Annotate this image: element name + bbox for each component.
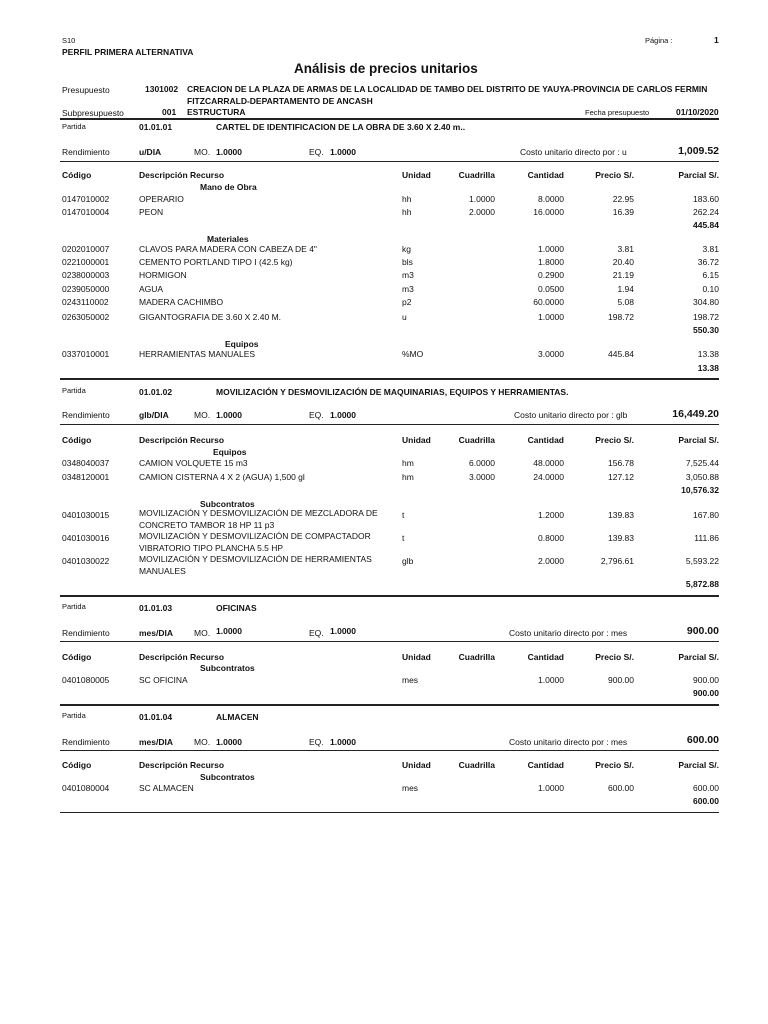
col-precio: Precio S/. [595,760,634,770]
rendimiento-label: Rendimiento [62,147,110,157]
row-cantidad: 1.0000 [538,312,564,322]
row-precio: 156.78 [608,458,634,468]
row-desc: HERRAMIENTAS MANUALES [139,349,256,359]
col-unidad: Unidad [402,652,431,662]
row-parcial: 3.81 [702,244,719,254]
row-codigo: 0147010004 [62,207,110,217]
row-parcial: 6.15 [702,270,719,280]
partida-label: Partida [62,386,86,395]
partida-divider [60,161,719,162]
row-cantidad: 16.0000 [533,207,564,217]
row-codigo: 0263050002 [62,312,110,322]
row-precio: 16.39 [612,207,634,217]
row-codigo: 0239050000 [62,284,110,294]
row-cantidad: 8.0000 [538,194,564,204]
eq-value: 1.0000 [330,410,356,420]
col-precio: Precio S/. [595,435,634,445]
row-desc: GIGANTOGRAFIA DE 3.60 X 2.40 M. [139,312,282,322]
row-parcial: 183.60 [693,194,719,204]
group-title: Materiales [207,234,249,244]
col-cuadrilla: Cuadrilla [458,760,495,770]
costo-label: Costo unitario directo por : mes [509,737,628,747]
row-cantidad: 24.0000 [533,472,564,482]
row-desc: MADERA CACHIMBO [139,297,224,307]
row-codigo: 0401030015 [62,510,110,520]
col-descripcion: Descripción Recurso [139,435,225,445]
row-precio: 3.81 [617,244,634,254]
rendimiento-label: Rendimiento [62,628,110,638]
col-unidad: Unidad [402,435,431,445]
eq-label: EQ. [309,147,324,157]
group-title: Subcontratos [200,663,255,673]
costo-value: 1,009.52 [678,145,719,157]
mo-value: 1.0000 [216,626,242,636]
row-cantidad: 48.0000 [533,458,564,468]
subpresupuesto-name: ESTRUCTURA [187,107,246,117]
row-parcial: 167.80 [693,510,719,520]
row-codigo: 0147010002 [62,194,110,204]
row-cantidad: 0.0500 [538,284,564,294]
row-parcial: 304.80 [693,297,719,307]
group-subtotal: 5,872.88 [685,579,719,589]
row-desc: MOVILIZACIÓN Y DESMOVILIZACIÓN DE MEZCLADORA DE [139,508,378,518]
partida-end-divider [60,704,719,706]
row-precio: 900.00 [608,675,634,685]
presupuesto-code: 1301002 [145,84,179,94]
eq-value: 1.0000 [330,737,356,747]
row-cuadrilla: 1.0000 [469,194,495,204]
row-unidad: glb [402,556,414,566]
partida-name: CARTEL DE IDENTIFICACION DE LA OBRA DE 3.60 X 2.40 m.. [216,122,466,132]
row-precio: 1.94 [617,284,634,294]
partida-label: Partida [62,122,86,131]
costo-label: Costo unitario directo por : glb [514,410,628,420]
group-title: Subcontratos [200,499,255,509]
partida-code: 01.01.04 [139,712,173,722]
col-parcial: Parcial S/. [678,652,719,662]
partida-name: MOVILIZACIÓN Y DESMOVILIZACIÓN DE MAQUINARIAS, EQUIPOS Y HERRAMIENTAS. [216,387,569,397]
row-parcial: 900.00 [693,675,719,685]
row-desc: AGUA [139,284,164,294]
col-descripcion: Descripción Recurso [139,170,225,180]
row-precio: 139.83 [608,510,634,520]
costo-value: 900.00 [686,625,719,637]
row-desc: CEMENTO PORTLAND TIPO I (42.5 kg) [139,257,293,267]
row-desc: MOVILIZACIÓN Y DESMOVILIZACIÓN DE HERRAMIENTAS [139,554,372,564]
row-cantidad: 3.0000 [538,349,564,359]
row-unidad: hm [402,472,414,482]
row-cantidad: 0.8000 [538,533,564,543]
partida-divider [60,750,719,751]
col-unidad: Unidad [402,760,431,770]
col-descripcion: Descripción Recurso [139,760,225,770]
mo-label: MO. [194,410,211,420]
row-desc-cont: MANUALES [139,566,186,576]
col-codigo: Código [62,170,92,180]
row-desc-cont: CONCRETO TAMBOR 18 HP 11 p3 [139,520,275,530]
row-codigo: 0348120001 [62,472,110,482]
eq-value: 1.0000 [330,147,356,157]
row-cantidad: 1.0000 [538,675,564,685]
row-codigo: 0243110002 [62,297,109,307]
rendimiento-unit: mes/DIA [139,737,174,747]
rendimiento-label: Rendimiento [62,410,110,420]
row-precio: 600.00 [608,783,634,793]
group-title: Equipos [225,339,259,349]
partida-name: OFICINAS [216,603,257,613]
row-parcial: 0.10 [702,284,719,294]
subpresupuesto-label: Subpresupuesto [62,108,124,118]
row-parcial: 7,525.44 [685,458,719,468]
col-codigo: Código [62,760,92,770]
row-cantidad: 60.0000 [533,297,564,307]
row-precio: 20.40 [612,257,634,267]
row-cantidad: 1.8000 [538,257,564,267]
row-unidad: t [402,533,405,543]
mo-label: MO. [194,628,211,638]
rendimiento-unit: u/DIA [139,147,162,157]
partida-label: Partida [62,711,86,720]
partida-divider [60,424,719,425]
group-title: Mano de Obra [200,182,257,192]
partida-code: 01.01.02 [139,387,173,397]
partida-divider [60,641,719,642]
col-descripcion: Descripción Recurso [139,652,225,662]
group-subtotal: 600.00 [693,796,719,806]
row-unidad: hh [402,207,412,217]
fecha-value: 01/10/2020 [676,107,719,117]
group-subtotal: 10,576.32 [681,485,719,495]
row-parcial: 262.24 [693,207,719,217]
row-cuadrilla: 3.0000 [469,472,495,482]
partida-code: 01.01.01 [139,122,173,132]
row-precio: 198.72 [608,312,634,322]
rendimiento-unit: glb/DIA [139,410,169,420]
page-label: Página : [645,36,673,45]
row-parcial: 5,593.22 [685,556,719,566]
presupuesto-desc-1: CREACION DE LA PLAZA DE ARMAS DE LA LOCALIDAD DE TAMBO DEL DISTRITO DE YAUYA-PROVINCIA DE CARLOS FERMIN [187,84,708,94]
row-desc-cont: VIBRATORIO TIPO PLANCHA 5.5 HP [139,543,284,553]
eq-label: EQ. [309,737,324,747]
group-title: Subcontratos [200,772,255,782]
row-desc: OPERARIO [139,194,184,204]
row-codigo: 0221000001 [62,257,110,267]
row-precio: 21.19 [612,270,634,280]
page-number: 1 [714,35,719,45]
row-cuadrilla: 2.0000 [469,207,495,217]
header-divider [60,118,719,120]
row-codigo: 0202010007 [62,244,110,254]
profile-name: PERFIL PRIMERA ALTERNATIVA [62,47,194,57]
row-unidad: %MO [402,349,424,359]
col-cuadrilla: Cuadrilla [458,170,495,180]
eq-value: 1.0000 [330,626,356,636]
row-unidad: bls [402,257,413,267]
row-desc: CAMION CISTERNA 4 X 2 (AGUA) 1,500 gl [139,472,305,482]
row-cantidad: 2.0000 [538,556,564,566]
group-subtotal: 13.38 [697,363,719,373]
row-precio: 22.95 [612,194,634,204]
row-precio: 139.83 [608,533,634,543]
row-unidad: mes [402,675,419,685]
row-codigo: 0401080005 [62,675,110,685]
row-cantidad: 1.0000 [538,244,564,254]
costo-label: Costo unitario directo por : u [520,147,627,157]
row-unidad: m3 [402,284,414,294]
mo-value: 1.0000 [216,737,242,747]
partida-end-divider [60,595,719,597]
col-cantidad: Cantidad [527,652,564,662]
mo-value: 1.0000 [216,147,242,157]
row-parcial: 3,050.88 [685,472,719,482]
row-precio: 2,796.61 [600,556,634,566]
col-cantidad: Cantidad [527,435,564,445]
row-unidad: t [402,510,405,520]
report-code: S10 [62,36,76,45]
mo-value: 1.0000 [216,410,242,420]
row-unidad: p2 [402,297,412,307]
mo-label: MO. [194,737,211,747]
row-codigo: 0401030016 [62,533,110,543]
mo-label: MO. [194,147,211,157]
col-unidad: Unidad [402,170,431,180]
row-codigo: 0401030022 [62,556,110,566]
row-codigo: 0337010001 [62,349,110,359]
col-precio: Precio S/. [595,652,634,662]
costo-value: 16,449.20 [672,408,719,420]
row-precio: 127.12 [608,472,634,482]
row-cantidad: 0.2900 [538,270,564,280]
fecha-label: Fecha presupuesto [585,108,650,117]
row-codigo: 0401080004 [62,783,110,793]
row-parcial: 13.38 [697,349,719,359]
partida-code: 01.01.03 [139,603,173,613]
col-cantidad: Cantidad [527,760,564,770]
costo-value: 600.00 [686,734,719,746]
row-unidad: m3 [402,270,414,280]
partida-name: ALMACEN [216,712,259,722]
group-subtotal: 445.84 [693,220,719,230]
group-subtotal: 900.00 [693,688,719,698]
row-unidad: hh [402,194,412,204]
row-unidad: kg [402,244,411,254]
col-precio: Precio S/. [595,170,634,180]
row-desc: SC OFICINA [139,675,188,685]
col-codigo: Código [62,652,92,662]
row-precio: 445.84 [608,349,634,359]
col-cantidad: Cantidad [527,170,564,180]
presupuesto-desc-2: FITZCARRALD-DEPARTAMENTO DE ANCASH [187,96,373,106]
row-unidad: u [402,312,407,322]
row-desc: CLAVOS PARA MADERA CON CABEZA DE 4" [139,244,317,254]
row-unidad: hm [402,458,414,468]
rendimiento-label: Rendimiento [62,737,110,747]
rendimiento-unit: mes/DIA [139,628,174,638]
row-desc: SC ALMACEN [139,783,194,793]
row-desc: CAMION VOLQUETE 15 m3 [139,458,248,468]
partida-end-divider [60,812,719,813]
row-parcial: 111.86 [694,533,719,543]
row-codigo: 0348040037 [62,458,110,468]
row-parcial: 600.00 [693,783,719,793]
costo-label: Costo unitario directo por : mes [509,628,628,638]
col-parcial: Parcial S/. [678,760,719,770]
col-parcial: Parcial S/. [678,170,719,180]
subpresupuesto-code: 001 [162,107,177,117]
group-subtotal: 550.30 [693,325,719,335]
page-title: Análisis de precios unitarios [294,61,478,76]
row-precio: 5.08 [617,297,634,307]
row-desc: PEON [139,207,164,217]
eq-label: EQ. [309,410,324,420]
presupuesto-label: Presupuesto [62,85,110,95]
row-unidad: mes [402,783,419,793]
row-parcial: 36.72 [697,257,719,267]
partida-end-divider [60,378,719,380]
row-cuadrilla: 6.0000 [469,458,495,468]
col-codigo: Código [62,435,92,445]
row-codigo: 0238000003 [62,270,110,280]
eq-label: EQ. [309,628,324,638]
col-cuadrilla: Cuadrilla [458,652,495,662]
row-parcial: 198.72 [693,312,719,322]
col-cuadrilla: Cuadrilla [458,435,495,445]
col-parcial: Parcial S/. [678,435,719,445]
row-cantidad: 1.2000 [538,510,564,520]
group-title: Equipos [213,447,247,457]
row-desc: HORMIGON [139,270,187,280]
row-cantidad: 1.0000 [538,783,564,793]
row-desc: MOVILIZACIÓN Y DESMOVILIZACIÓN DE COMPACTADOR [139,531,371,541]
partida-label: Partida [62,602,86,611]
